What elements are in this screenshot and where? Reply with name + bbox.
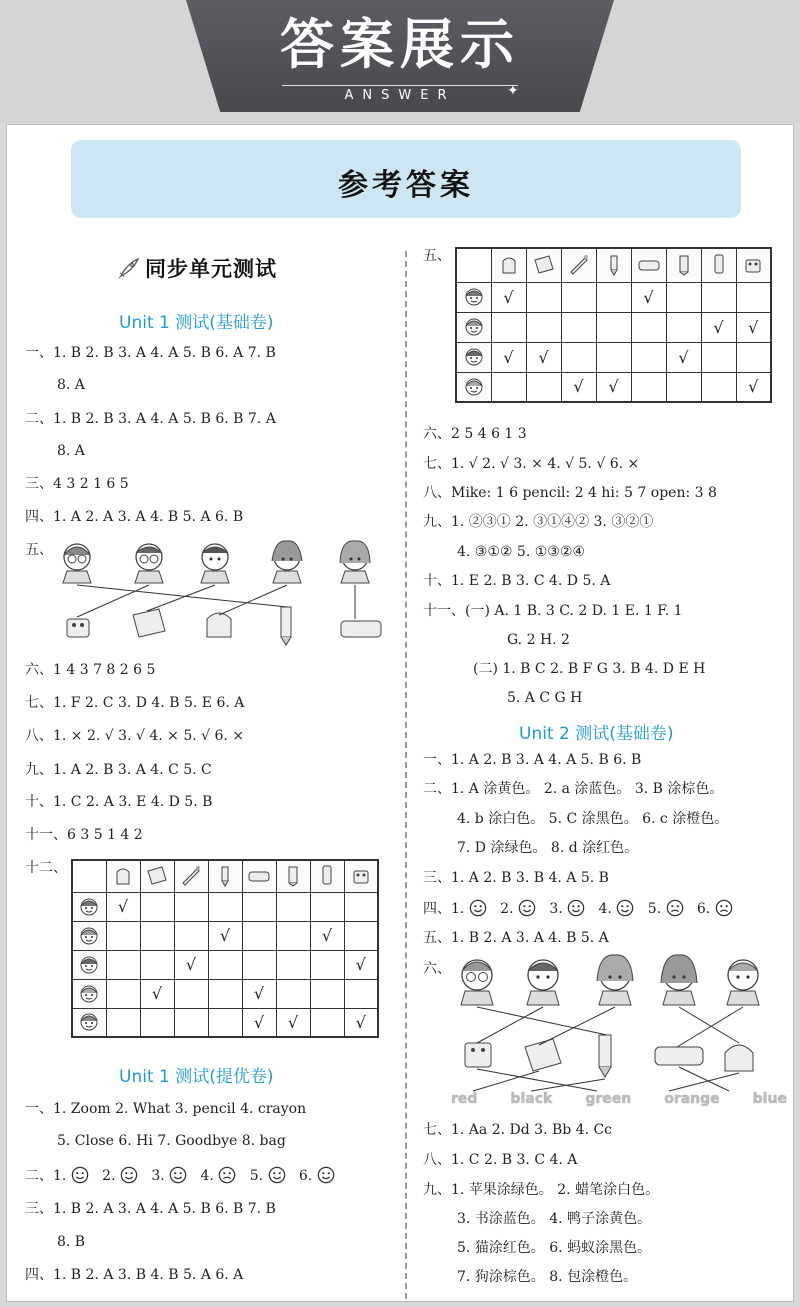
answer-line: 十二、 (25, 860, 67, 876)
child-face-icon (77, 895, 101, 919)
table-check-cell: √ (174, 950, 208, 979)
table-header-cell (631, 248, 666, 282)
answer-line: 五、 (25, 542, 53, 558)
table-check-cell (736, 282, 771, 312)
table-check-cell (736, 342, 771, 372)
table-check-cell: √ (242, 979, 276, 1008)
unit1-advanced-title: Unit 1 测试(提优卷) (119, 1067, 274, 1087)
table-check-cell (276, 892, 310, 921)
bag-icon (111, 864, 135, 888)
table-row-face-cell (456, 312, 491, 342)
eraser-object (67, 619, 89, 637)
banner-rule (282, 85, 518, 86)
face-num: 3. (549, 901, 563, 917)
table-header-cell (526, 248, 561, 282)
child-face-5 (727, 960, 759, 1005)
bag-icon (497, 253, 521, 277)
table-header-cell (310, 860, 344, 892)
answer-line: 九、1. ②③① 2. ③①④② 3. ③②① (423, 514, 654, 530)
glue-icon (707, 253, 731, 277)
smile-face-icon (567, 899, 585, 917)
rocket-icon (117, 256, 141, 280)
table-check-cell (174, 892, 208, 921)
table-row-face-cell (72, 950, 106, 979)
answer-line: 8. A (57, 443, 85, 459)
smiley-answer-line (423, 899, 733, 918)
answer-line: 一、1. A 2. B 3. A 4. A 5. B 6. B (423, 752, 642, 768)
smile-face-icon (71, 1166, 89, 1184)
face-num: 3. (151, 1168, 165, 1184)
table-row-face-cell (72, 892, 106, 921)
face-num: 4. (200, 1168, 214, 1184)
answer-line: 8. B (57, 1234, 86, 1250)
banner (0, 0, 800, 122)
table-row-face-cell (72, 1008, 106, 1037)
table-check-cell (631, 342, 666, 372)
answer-panel (6, 124, 794, 1302)
face-num: 6. (696, 901, 711, 917)
answer-line: 8. A (57, 377, 85, 393)
table-check-cell: √ (561, 372, 596, 402)
child-face-1 (461, 960, 493, 1005)
table-check-cell: √ (242, 1008, 276, 1037)
banner-subtitle: ANSWER (344, 88, 456, 103)
smile-face-icon (120, 1166, 138, 1184)
table-check-cell (344, 979, 378, 1008)
smile-face-icon (169, 1166, 187, 1184)
child-face-4 (661, 955, 697, 1005)
table-check-cell (701, 342, 736, 372)
answer-line: 四、1. A 2. A 3. A 4. B 5. A 6. B (25, 509, 244, 525)
reference-answer-title: 参考答案 (338, 168, 474, 203)
table-check-cell: √ (310, 921, 344, 950)
table-check-cell: √ (344, 1008, 378, 1037)
color-word-row (451, 1091, 787, 1107)
reference-answer-box (71, 140, 741, 218)
table-header-cell (242, 860, 276, 892)
section-heading (117, 253, 277, 283)
book-object (133, 609, 165, 637)
table-check-cell (631, 372, 666, 402)
table-check-cell (140, 892, 174, 921)
table-check-cell: √ (276, 1008, 310, 1037)
face-num: 2. (500, 901, 514, 917)
matching-figure-unit1 (47, 535, 387, 647)
face-num: 6. (298, 1168, 313, 1184)
answer-line: 十一、(一) A. 1 B. 3 C. 2 D. 1 E. 1 F. 1 (423, 603, 683, 619)
answer-line: 十一、6 3 5 1 4 2 (25, 827, 143, 843)
answer-line: 五、1. B 2. A 3. A 4. B 5. A (423, 930, 609, 946)
table-header-cell (106, 860, 140, 892)
table-check-cell: √ (631, 282, 666, 312)
child-face-icon (462, 315, 486, 339)
answer-line: 四、1. B 2. A 3. B 4. B 5. A 6. A (25, 1267, 244, 1283)
color-word: black (510, 1091, 553, 1107)
crayon-icon (567, 253, 591, 277)
answer-table-5 (455, 247, 772, 403)
child-face-icon (77, 924, 101, 948)
sad-face-icon (715, 899, 733, 917)
answer-line-prefix: 二、1. (25, 1168, 67, 1184)
table-check-cell (526, 312, 561, 342)
smile-face-icon (518, 899, 536, 917)
answer-line: 二、1. A 涂黄色。 2. a 涂蓝色。 3. B 涂棕色。 (423, 781, 724, 797)
smile-face-icon (268, 1166, 286, 1184)
table-check-cell (106, 1008, 140, 1037)
pencil-box-object (655, 1047, 703, 1065)
answer-line: 三、4 3 2 1 6 5 (25, 476, 129, 492)
eraser-object (465, 1043, 491, 1067)
table-check-cell (174, 979, 208, 1008)
table-check-cell (208, 892, 242, 921)
eraser-icon (349, 864, 373, 888)
child-face-2 (135, 544, 163, 583)
table-header-cell (276, 860, 310, 892)
table-check-cell (526, 372, 561, 402)
table-check-cell (208, 979, 242, 1008)
table-check-cell: √ (491, 282, 526, 312)
table-check-cell (631, 312, 666, 342)
pencil-icon (602, 253, 626, 277)
table-check-cell: √ (106, 892, 140, 921)
table-check-cell (208, 950, 242, 979)
table-check-cell (174, 1008, 208, 1037)
table-check-cell (242, 921, 276, 950)
unit1-basic-title: Unit 1 测试(基础卷) (119, 313, 274, 333)
table-check-cell: √ (736, 372, 771, 402)
table-corner-cell (456, 248, 491, 282)
table-check-cell (106, 979, 140, 1008)
pencil-box-icon (247, 864, 271, 888)
table-check-cell (106, 921, 140, 950)
table-check-cell (106, 950, 140, 979)
unit2-basic-title: Unit 2 测试(基础卷) (519, 724, 674, 744)
color-word: red (451, 1091, 478, 1107)
table-check-cell (140, 1008, 174, 1037)
table-check-cell (596, 282, 631, 312)
table-check-cell (666, 312, 701, 342)
child-face-1 (63, 544, 91, 583)
table-check-cell (596, 342, 631, 372)
table-check-cell (174, 921, 208, 950)
answer-line: 八、1. × 2. √ 3. √ 4. × 5. √ 6. × (25, 728, 245, 744)
answer-line: 八、1. C 2. B 3. C 4. A (423, 1152, 578, 1168)
table-check-cell: √ (344, 950, 378, 979)
face-num: 2. (102, 1168, 116, 1184)
table-check-cell (242, 950, 276, 979)
sad-face-icon (218, 1166, 236, 1184)
answer-line: 十、1. E 2. B 3. C 4. D 5. A (423, 573, 611, 589)
table-header-cell (666, 248, 701, 282)
table-header-cell (140, 860, 174, 892)
book-icon (145, 864, 169, 888)
answer-line: 5. 猫涂红色。 6. 蚂蚁涂黑色。 (457, 1240, 652, 1256)
table-row-face-cell (456, 372, 491, 402)
table-check-cell (310, 1008, 344, 1037)
child-face-icon (77, 982, 101, 1006)
answer-line: 5. Close 6. Hi 7. Goodbye 8. bag (57, 1133, 286, 1149)
pencil-box-object (341, 621, 381, 637)
table-check-cell (491, 312, 526, 342)
pencil-box-icon (637, 253, 661, 277)
pen-icon (672, 253, 696, 277)
table-row-face-cell (72, 979, 106, 1008)
table-check-cell: √ (596, 372, 631, 402)
child-face-icon (462, 375, 486, 399)
table-check-cell: √ (701, 312, 736, 342)
table-check-cell (666, 372, 701, 402)
table-header-cell (491, 248, 526, 282)
table-header-cell (344, 860, 378, 892)
answer-line: 九、1. A 2. B 3. A 4. C 5. C (25, 762, 212, 778)
section-heading-text: 同步单元测试 (145, 257, 277, 281)
table-check-cell (491, 372, 526, 402)
child-face-3 (597, 955, 633, 1005)
book-icon (532, 253, 556, 277)
answer-line-prefix: 四、1. (423, 901, 465, 917)
table-check-cell: √ (208, 921, 242, 950)
table-check-cell (701, 372, 736, 402)
child-face-2 (527, 960, 559, 1005)
column-divider (405, 251, 407, 1299)
face-num: 5. (249, 1168, 264, 1184)
answer-line: 七、1. F 2. C 3. D 4. B 5. E 6. A (25, 695, 245, 711)
table-check-cell (140, 921, 174, 950)
pencil-object (599, 1035, 611, 1077)
child-face-icon (77, 1010, 101, 1034)
table-check-cell (140, 950, 174, 979)
table-row-face-cell (72, 921, 106, 950)
table-row-face-cell (456, 342, 491, 372)
answer-line: 七、1. √ 2. √ 3. × 4. √ 5. √ 6. × (423, 456, 640, 472)
table-check-cell: √ (666, 342, 701, 372)
answer-line: 九、1. 苹果涂绿色。 2. 蜡笔涂白色。 (423, 1182, 660, 1198)
table-header-cell (596, 248, 631, 282)
table-check-cell (526, 282, 561, 312)
table-header-cell (736, 248, 771, 282)
child-face-icon (77, 953, 101, 977)
child-face-4 (272, 541, 302, 583)
table-corner-cell (72, 860, 106, 892)
table-check-cell (310, 950, 344, 979)
table-check-cell: √ (526, 342, 561, 372)
table-check-cell (242, 892, 276, 921)
bag-object (207, 613, 231, 637)
pencil-icon (213, 864, 237, 888)
table-check-cell (666, 282, 701, 312)
table-check-cell: √ (736, 312, 771, 342)
answer-line: 十、1. C 2. A 3. E 4. D 5. B (25, 794, 213, 810)
answer-line: 4. ③①② 5. ①③②④ (457, 544, 585, 560)
bag-object (725, 1045, 753, 1071)
answer-line: 4. b 涂白色。 5. C 涂黑色。 6. c 涂橙色。 (457, 811, 729, 827)
answer-line: 六、 (423, 961, 451, 977)
answer-line: 七、1. Aa 2. Dd 3. Bb 4. Cc (423, 1122, 613, 1138)
table-check-cell (276, 921, 310, 950)
smiley-answer-line (25, 1166, 335, 1185)
answer-line: 八、Mike: 1 6 pencil: 2 4 hi: 5 7 open: 3 8 (423, 485, 717, 501)
answer-line: 二、1. B 2. B 3. A 4. A 5. B 6. B 7. A (25, 411, 276, 427)
answer-line: (二) 1. B C 2. B F G 3. B 4. D E H (473, 661, 706, 677)
table-check-cell (344, 921, 378, 950)
answer-line: G. 2 H. 2 (507, 632, 570, 648)
pen-icon (281, 864, 305, 888)
table-check-cell (561, 342, 596, 372)
book-object (525, 1039, 561, 1071)
answer-line: 六、1 4 3 7 8 2 6 5 (25, 662, 156, 678)
answer-line: 一、1. B 2. B 3. A 4. A 5. B 6. A 7. B (25, 345, 276, 361)
child-face-5 (340, 541, 370, 583)
table-check-cell (596, 312, 631, 342)
child-face-icon (462, 285, 486, 309)
child-face-3 (201, 544, 229, 583)
table-check-cell (276, 979, 310, 1008)
table-check-cell: √ (140, 979, 174, 1008)
smile-face-icon (616, 899, 634, 917)
smile-face-icon (317, 1166, 335, 1184)
answer-line: 三、1. A 2. B 3. B 4. A 5. B (423, 870, 609, 886)
color-word: green (585, 1091, 632, 1107)
table-check-cell (276, 950, 310, 979)
table-check-cell (701, 282, 736, 312)
table-check-cell (310, 979, 344, 1008)
face-num: 5. (647, 901, 662, 917)
sparkle-icon: ✦ (507, 83, 519, 99)
eraser-icon (741, 253, 765, 277)
answer-line: 3. 书涂蓝色。 4. 鸭子涂黄色。 (457, 1211, 652, 1227)
table-check-cell: √ (491, 342, 526, 372)
answer-table-12 (71, 859, 379, 1038)
table-check-cell (561, 312, 596, 342)
answer-line: 一、1. Zoom 2. What 3. pencil 4. crayon (25, 1101, 307, 1117)
crayon-icon (179, 864, 203, 888)
glue-icon (315, 864, 339, 888)
table-check-cell (344, 892, 378, 921)
table-header-cell (701, 248, 736, 282)
answer-line: 六、2 5 4 6 1 3 (423, 426, 527, 442)
table-row-face-cell (456, 282, 491, 312)
answer-line: 7. 狗涂棕色。 8. 包涂橙色。 (457, 1269, 638, 1285)
table-check-cell (310, 892, 344, 921)
sad-face-icon (666, 899, 684, 917)
pencil-object (281, 607, 291, 645)
answer-line-label: 五、 (423, 248, 451, 264)
banner-title: 答案展示 (280, 13, 520, 76)
table-header-cell (561, 248, 596, 282)
face-num: 4. (598, 901, 612, 917)
child-face-icon (462, 345, 486, 369)
table-header-cell (174, 860, 208, 892)
matching-figure-unit2 (447, 951, 787, 1111)
table-header-cell (208, 860, 242, 892)
color-word: orange (664, 1091, 720, 1107)
answer-line: 三、1. B 2. A 3. A 4. A 5. B 6. B 7. B (25, 1201, 276, 1217)
smile-face-icon (469, 899, 487, 917)
answer-line: 7. D 涂绿色。 8. d 涂红色。 (457, 840, 639, 856)
table-check-cell (208, 1008, 242, 1037)
color-word: blue (752, 1091, 787, 1107)
answer-line: 5. A C G H (507, 690, 583, 706)
table-check-cell (561, 282, 596, 312)
